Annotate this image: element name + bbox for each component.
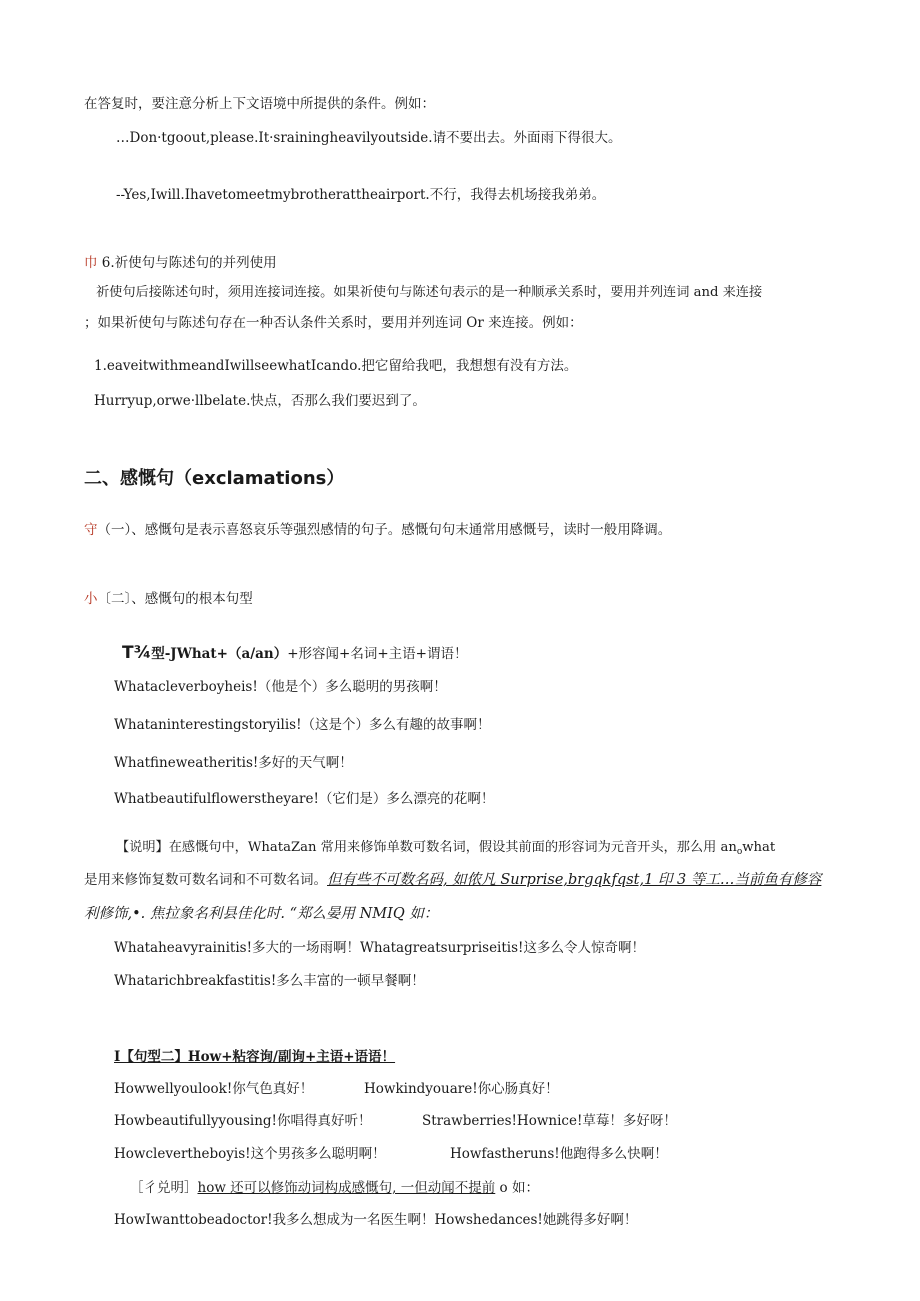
pattern-two-example-1: Howwellyoulook!你气色真好！ — [114, 1081, 314, 1097]
pattern-two-example-2: Howkindyouare!你心肠真好！ — [364, 1081, 559, 1097]
pattern-two-note-end: o 如： — [495, 1180, 539, 1196]
note-text: 【说明】在感慨句中，WhataZan 常用来修饰单数可数名词，假设其前面的形容词为元音开头，那么用 an — [116, 840, 737, 855]
note-line-1 — [116, 838, 775, 862]
pattern-one-example-3: Whatfineweatheritis!多好的天气啊！ — [114, 755, 353, 771]
pattern-one-prefix: T¾ — [122, 643, 152, 663]
pattern-two-example-6: Howfastheruns!他跑得多么快啊！ — [450, 1146, 668, 1162]
note-text-end: what — [742, 840, 776, 855]
example-line-2: --Yes,Iwill.Ihavetomeetmybrotherattheairport.不行，我得去机场接我弟弟。 — [116, 187, 606, 203]
definition-line — [84, 520, 671, 540]
pattern-two-note — [130, 1178, 539, 1198]
note-line-2 — [84, 870, 821, 890]
pattern-two-note-underlined: how 还可以修饰动词构成感慨句, 一但动闻不提前 — [197, 1180, 496, 1196]
example-line-4: Hurryup,orwe·llbelate.快点，否那么我们要迟到了。 — [94, 393, 426, 409]
pattern-one-example-6: Whatarichbreakfastitis!多么丰富的一顿早餐啊！ — [114, 973, 425, 989]
note-line-2-text: 是用来修饰复数可数名词和不可数名词。 — [84, 872, 327, 888]
note-line-2-underlined: 但有些不可数名码, 如侬凡 Surprise,brgqkfqst,1 印 3 等工…当前鱼有修容 — [327, 872, 822, 888]
pattern-one-formula-rest: +形容闻+名词+主语+谓语！ — [287, 646, 468, 662]
pattern-one-example-1: Whatacleverboyheis!（他是个）多么聪明的男孩啊！ — [114, 679, 447, 695]
pattern-one-example-2: Whataninterestingstoryilis!（这是个）多么有趣的故事啊！ — [114, 717, 491, 733]
pattern-one-formula: 型-JWhat+（a/an） — [151, 646, 288, 662]
paragraph-line-1: 祈使句后接陈述句时，须用连接词连接。如果祈使句与陈述句表示的是一种顺承关系时，要用并列连词 and 来连接 — [96, 285, 763, 300]
section-heading-exclamations: 二、感慨句（exclamations） — [84, 468, 345, 489]
intro-line: 在答复时，要注意分析上下文语境中所提供的条件。例如： — [84, 96, 435, 112]
pattern-two-example-4: Strawberries!Hownice!草莓！多好呀！ — [422, 1113, 677, 1129]
section-6-title — [84, 253, 277, 273]
definition-text: （一）、感慨句是表示喜怒哀乐等强烈感情的句子。感慨句句末通常用感慨号，读时一般用降调。 — [97, 522, 672, 538]
basic-patterns-label: 〔二〕、感慨句的根本句型 — [97, 591, 253, 607]
section-6-label: 6.祈使句与陈述句的并列使用 — [97, 255, 277, 271]
margin-marker: 守 — [84, 522, 98, 538]
example-line-1: …Don·tgoout,please.It·srainingheavilyoutside.请不要出去。外面雨下得很大。 — [116, 130, 622, 146]
pattern-one-example-5: Whataheavyrainitis!多大的一场雨啊！Whatagreatsurpriseitis!这多么令人惊奇啊！ — [114, 940, 645, 956]
pattern-one-title — [122, 643, 467, 664]
margin-marker: 巾 — [84, 255, 98, 271]
note-subscript: o — [736, 847, 743, 857]
example-line-3: 1.eaveitwithmeandIwillseewhatIcando.把它留给我吧，我想想有没有方法。 — [94, 358, 578, 374]
pattern-two-example-3: Howbeautifullyyousing!你唱得真好听！ — [114, 1113, 372, 1129]
pattern-two-example-5: Howclevertheboyis!这个男孩多么聪明啊！ — [114, 1146, 386, 1162]
paragraph-line-2: ；如果祈使句与陈述句存在一种否认条件关系时，要用并列连词 Or 来连接。例如： — [84, 315, 583, 331]
pattern-two-note-label: ［彳兑明］ — [130, 1180, 198, 1196]
pattern-two-example-7: HowIwanttobeadoctor!我多么想成为一名医生啊！Howshedances!她跳得多好啊！ — [114, 1212, 638, 1228]
margin-marker: 小 — [84, 591, 98, 607]
basic-patterns-title — [84, 589, 253, 609]
pattern-one-example-4: Whatbeautifulflowerstheyare!（它们是）多么漂亮的花啊！ — [114, 791, 495, 807]
note-line-3: 利修饰,•. 焦拉象名利县佳化时. “郑么晏用 NMIQ 如： — [84, 906, 439, 922]
pattern-two-title: I【句型二】How+粘容询/副询+主语+语语！ — [114, 1049, 396, 1065]
